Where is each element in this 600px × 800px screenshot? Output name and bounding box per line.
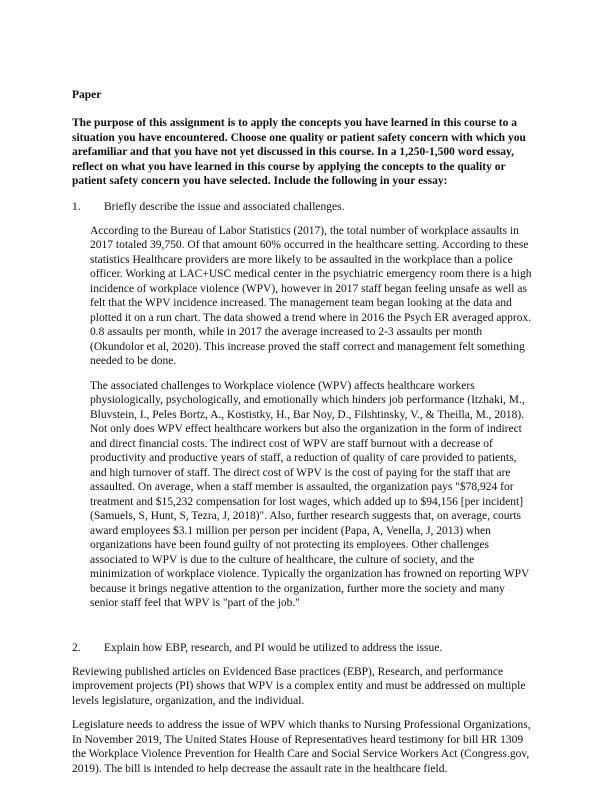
answer-1-paragraph-2: The associated challenges to Workplace violence (WPV) affects healthcare workers physiologically, psychologically, and emotionally which hinders job performance (Itzhaki, M., Bluvstein, I., Peles Bortz, A., Kostistky, H., Bar Noy, D., Filshtinsky, V., & Theilla, M., 2018). Not only does WPV effect healthcare workers but also the organization in the form of indirect and direct financial costs. The indirect cost of WPV are staff burnout with a decrease of productivity and productive years of staff, a reduction of quality of care provided to patients, and high turnover of staff. The direct cost of WPV is the cost of paying for the staff that are assaulted. On average, when a staff member is assaulted, the organization pays "$78,924 for treatment and $15,232 compensation for lost wages, which added up to $94,156 [per incident] (Samuels, S, Hunt, S, Tezra, J, 2018)". Also, further research suggests that, on average, courts award employees $3.1 million per person per incident (Papa, A, Venella, J, 2013) when organizations have been found guilty of not protecting its employees. Other challenges associated to WPV is due to the culture of healthcare, the culture of society, and the minimization of workplace violence. Typically the organization has frowned on reporting WPV because it brings negative attention to the organization, further more the society and many senior staff feel that WPV is "part of the job." xyxy=(90,379,530,609)
answer-1-paragraph-1: According to the Bureau of Labor Statistics (2017), the total number of workplace assaults in 2017 totaled 39,750. Of that amount 60% occurred in the healthcare setting. According to these statistics Healthcare providers are more likely to be assaulted in the workplace than a police officer. Working at LAC+USC medical center in the psychiatric emergency room there is a high incidence of workplace violence (WPV), however in 2017 staff began feeling unsafe as well as felt that the WPV incidence increased. The management team began looking at the data and plotted it on a run chart. The data showed a trend where in 2016 the Psych ER averaged approx. 0.8 assaults per month, while in 2017 the average increased to 2-3 assaults per month (Okundolor et al, 2020). This increase proved the staff correct and management felt something needed to be done. xyxy=(90,224,532,367)
answer-2-paragraph-1: Reviewing published articles on Evidenced Base practices (EBP), Research, and performance improvement projects (PI) shows that WPV is a complex entity and must be addressed on multiple levels legislature, organization, and the individual. xyxy=(72,665,526,707)
question-2-text: Explain how EBP, research, and PI would be utilized to address the issue. xyxy=(104,641,443,654)
question-1-text: Briefly describe the issue and associated challenges. xyxy=(104,200,345,213)
answer-2-paragraph-2: Legislature needs to address the issue of WPV which thanks to Nursing Professional Organizations, In November 2019, The United States House of Representatives heard testimony for bill HR 1309 the Workplace Violence Prevention for Health Care and Social Service Workers Act (Congress.gov, 2019). The bill is intended to help decrease the assault rate in the healthcare field. xyxy=(72,719,531,775)
question-2-number: 2. xyxy=(72,641,81,654)
paper-heading: Paper xyxy=(72,89,102,101)
question-2 xyxy=(72,641,532,655)
assignment-instructions: The purpose of this assignment is to apply the concepts you have learned in this course to a situation you have encountered. Choose one quality or patient safety concern with which you arefamiliar and that you have not yet discussed in this course. In a 1,250-1,500 word essay, reflect on what you have learned in this course by applying the concepts to the quality or patient safety concern you have selected. Include the following in your essay: xyxy=(72,117,526,187)
question-1 xyxy=(72,200,532,214)
section-spacer xyxy=(72,621,532,641)
question-1-number: 1. xyxy=(72,200,81,213)
